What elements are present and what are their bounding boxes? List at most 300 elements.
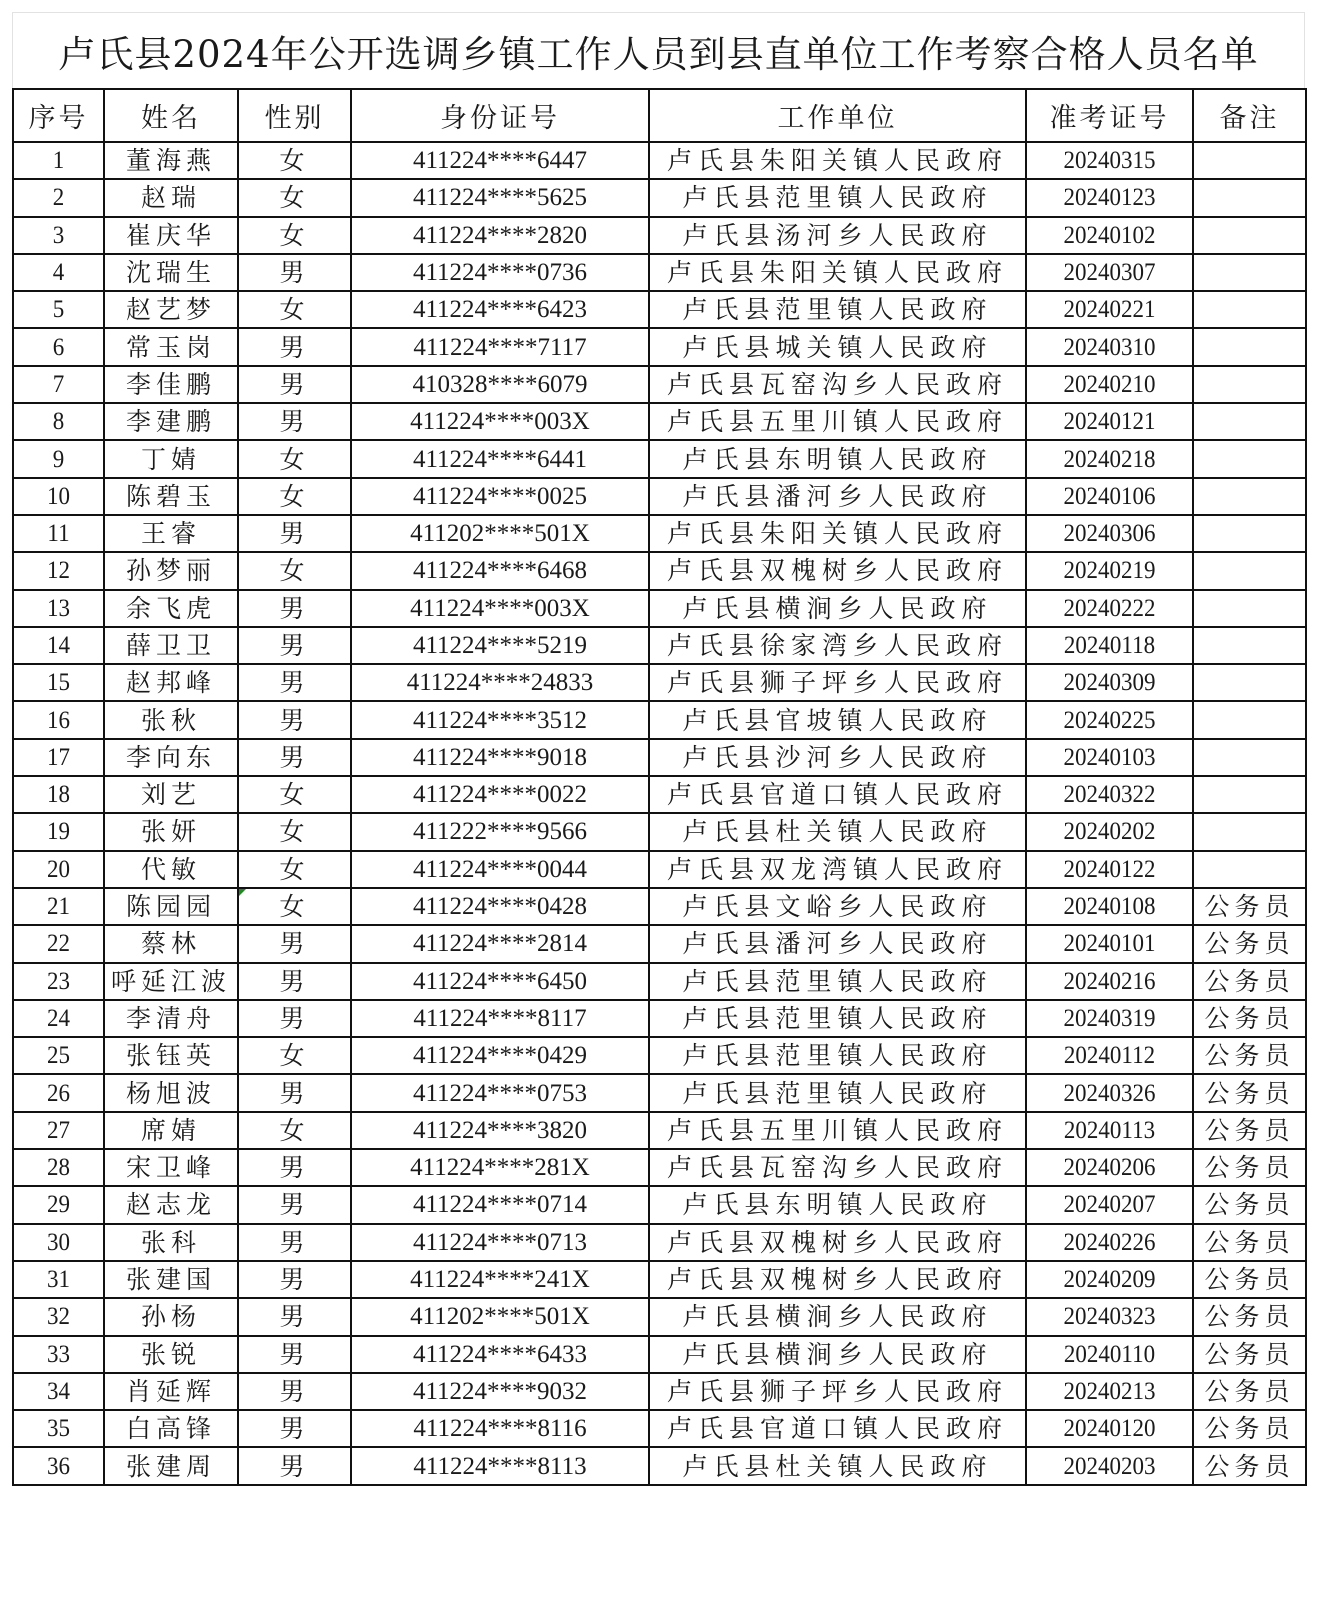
sex-cell: 男 bbox=[238, 515, 351, 552]
work-unit-cell: 卢氏县潘河乡人民政府 bbox=[649, 478, 1026, 515]
table-row bbox=[13, 1149, 1306, 1186]
serial-no-cell: 30 bbox=[17, 1224, 101, 1261]
table-row bbox=[13, 664, 1306, 701]
table-row bbox=[13, 701, 1306, 738]
table-row bbox=[13, 1410, 1306, 1447]
work-unit-cell: 卢氏县沙河乡人民政府 bbox=[649, 739, 1026, 776]
remarks-cell bbox=[1193, 813, 1306, 850]
remarks-cell: 公务员 bbox=[1193, 1373, 1306, 1410]
table-row bbox=[13, 179, 1306, 216]
id-number-cell: 411224****2820 bbox=[351, 217, 649, 254]
exam-number-cell: 20240206 bbox=[1033, 1149, 1187, 1186]
id-number-cell: 411222****9566 bbox=[351, 813, 649, 850]
remarks-cell: 公务员 bbox=[1193, 1074, 1306, 1111]
id-number-cell: 411224****7117 bbox=[351, 328, 649, 365]
id-number-cell: 411202****501X bbox=[351, 1298, 649, 1335]
table-row bbox=[13, 552, 1306, 589]
name-cell: 沈瑞生 bbox=[104, 254, 238, 291]
header-row bbox=[13, 89, 1306, 142]
serial-no-cell: 21 bbox=[17, 888, 101, 925]
roster-body bbox=[13, 142, 1306, 1485]
serial-no-cell: 17 bbox=[17, 739, 101, 776]
work-unit-cell: 卢氏县横涧乡人民政府 bbox=[649, 1298, 1026, 1335]
name-cell: 蔡林 bbox=[104, 925, 238, 962]
serial-no-cell: 32 bbox=[17, 1298, 101, 1335]
serial-no-cell: 18 bbox=[17, 776, 101, 813]
table-row bbox=[13, 1261, 1306, 1298]
remarks-cell bbox=[1193, 217, 1306, 254]
work-unit-cell: 卢氏县范里镇人民政府 bbox=[649, 1037, 1026, 1074]
id-number-cell: 411224****0044 bbox=[351, 851, 649, 888]
work-unit-cell: 卢氏县狮子坪乡人民政府 bbox=[649, 664, 1026, 701]
sex-cell: 女 bbox=[238, 440, 351, 477]
name-cell: 宋卫峰 bbox=[104, 1149, 238, 1186]
remarks-cell: 公务员 bbox=[1193, 1261, 1306, 1298]
remarks-cell bbox=[1193, 701, 1306, 738]
id-number-cell: 411224****9032 bbox=[351, 1373, 649, 1410]
exam-number-cell: 20240218 bbox=[1033, 440, 1187, 477]
table-row bbox=[13, 888, 1306, 925]
work-unit-cell: 卢氏县双槐树乡人民政府 bbox=[649, 1261, 1026, 1298]
work-unit-cell: 卢氏县朱阳关镇人民政府 bbox=[649, 515, 1026, 552]
table-row bbox=[13, 1298, 1306, 1335]
work-unit-cell: 卢氏县范里镇人民政府 bbox=[649, 179, 1026, 216]
roster-table bbox=[12, 88, 1307, 1486]
name-cell: 赵瑞 bbox=[104, 179, 238, 216]
table-row bbox=[13, 515, 1306, 552]
exam-number-cell: 20240123 bbox=[1033, 179, 1187, 216]
remarks-cell bbox=[1193, 179, 1306, 216]
table-row bbox=[13, 217, 1306, 254]
name-cell: 孙梦丽 bbox=[104, 552, 238, 589]
table-row bbox=[13, 813, 1306, 850]
id-number-cell: 411202****501X bbox=[351, 515, 649, 552]
sex-cell: 女 bbox=[238, 851, 351, 888]
remarks-cell: 公务员 bbox=[1193, 1149, 1306, 1186]
remarks-cell: 公务员 bbox=[1193, 888, 1306, 925]
serial-no-cell: 27 bbox=[17, 1112, 101, 1149]
exam-number-cell: 20240309 bbox=[1033, 664, 1187, 701]
sex-cell: 男 bbox=[238, 925, 351, 962]
remarks-cell bbox=[1193, 664, 1306, 701]
serial-no-cell: 9 bbox=[17, 440, 101, 477]
name-cell: 丁婧 bbox=[104, 440, 238, 477]
exam-number-cell: 20240118 bbox=[1033, 627, 1187, 664]
table-row bbox=[13, 440, 1306, 477]
exam-number-cell: 20240326 bbox=[1033, 1074, 1187, 1111]
exam-number-cell: 20240122 bbox=[1033, 851, 1187, 888]
serial-no-cell: 31 bbox=[17, 1261, 101, 1298]
id-number-cell: 411224****2814 bbox=[351, 925, 649, 962]
sex-cell: 女 bbox=[238, 142, 351, 179]
work-unit-cell: 卢氏县朱阳关镇人民政府 bbox=[649, 142, 1026, 179]
sex-cell: 男 bbox=[238, 1298, 351, 1335]
exam-number-cell: 20240112 bbox=[1033, 1037, 1187, 1074]
name-cell: 余飞虎 bbox=[104, 590, 238, 627]
name-cell: 张妍 bbox=[104, 813, 238, 850]
sex-cell: 男 bbox=[238, 366, 351, 403]
serial-no-cell: 16 bbox=[17, 701, 101, 738]
table-row bbox=[13, 925, 1306, 962]
header-serial-no: 序号 bbox=[13, 89, 104, 142]
sex-cell: 男 bbox=[238, 963, 351, 1000]
name-cell: 肖延辉 bbox=[104, 1373, 238, 1410]
remarks-cell bbox=[1193, 552, 1306, 589]
serial-no-cell: 8 bbox=[17, 403, 101, 440]
remarks-cell: 公务员 bbox=[1193, 1298, 1306, 1335]
id-number-cell: 411224****8113 bbox=[351, 1447, 649, 1484]
name-cell: 李佳鹏 bbox=[104, 366, 238, 403]
name-cell: 李建鹏 bbox=[104, 403, 238, 440]
serial-no-cell: 20 bbox=[17, 851, 101, 888]
exam-number-cell: 20240202 bbox=[1033, 813, 1187, 850]
id-number-cell: 411224****8117 bbox=[351, 1000, 649, 1037]
sex-cell: 男 bbox=[238, 1447, 351, 1484]
exam-number-cell: 20240222 bbox=[1033, 590, 1187, 627]
work-unit-cell: 卢氏县横涧乡人民政府 bbox=[649, 590, 1026, 627]
remarks-cell bbox=[1193, 291, 1306, 328]
remarks-cell: 公务员 bbox=[1193, 1186, 1306, 1223]
sex-cell: 女 bbox=[238, 1037, 351, 1074]
name-cell: 赵艺梦 bbox=[104, 291, 238, 328]
remarks-cell: 公务员 bbox=[1193, 963, 1306, 1000]
work-unit-cell: 卢氏县狮子坪乡人民政府 bbox=[649, 1373, 1026, 1410]
header-remarks: 备注 bbox=[1193, 89, 1306, 142]
remarks-cell bbox=[1193, 328, 1306, 365]
exam-number-cell: 20240219 bbox=[1033, 552, 1187, 589]
name-cell: 陈园园 bbox=[104, 888, 238, 925]
remarks-cell bbox=[1193, 478, 1306, 515]
id-number-cell: 411224****3820 bbox=[351, 1112, 649, 1149]
sex-cell: 男 bbox=[238, 590, 351, 627]
serial-no-cell: 4 bbox=[17, 254, 101, 291]
name-cell: 呼延江波 bbox=[104, 963, 238, 1000]
sex-cell: 男 bbox=[238, 701, 351, 738]
remarks-cell bbox=[1193, 403, 1306, 440]
serial-no-cell: 1 bbox=[17, 142, 101, 179]
remarks-cell bbox=[1193, 590, 1306, 627]
work-unit-cell: 卢氏县双槐树乡人民政府 bbox=[649, 1224, 1026, 1261]
table-row bbox=[13, 1074, 1306, 1111]
sex-cell: 男 bbox=[238, 1186, 351, 1223]
name-cell: 张建国 bbox=[104, 1261, 238, 1298]
exam-number-cell: 20240207 bbox=[1033, 1186, 1187, 1223]
sex-cell: 男 bbox=[238, 1336, 351, 1373]
sex-cell: 男 bbox=[238, 627, 351, 664]
id-number-cell: 411224****281X bbox=[351, 1149, 649, 1186]
sex-cell: 女 bbox=[238, 888, 351, 925]
table-row bbox=[13, 1112, 1306, 1149]
remarks-cell bbox=[1193, 440, 1306, 477]
serial-no-cell: 34 bbox=[17, 1373, 101, 1410]
id-number-cell: 411224****0713 bbox=[351, 1224, 649, 1261]
sex-cell: 女 bbox=[238, 179, 351, 216]
table-row bbox=[13, 1000, 1306, 1037]
remarks-cell bbox=[1193, 515, 1306, 552]
work-unit-cell: 卢氏县范里镇人民政府 bbox=[649, 963, 1026, 1000]
id-number-cell: 411224****8116 bbox=[351, 1410, 649, 1447]
exam-number-cell: 20240113 bbox=[1033, 1112, 1187, 1149]
id-number-cell: 411224****241X bbox=[351, 1261, 649, 1298]
work-unit-cell: 卢氏县范里镇人民政府 bbox=[649, 1074, 1026, 1111]
work-unit-cell: 卢氏县徐家湾乡人民政府 bbox=[649, 627, 1026, 664]
id-number-cell: 411224****6450 bbox=[351, 963, 649, 1000]
name-cell: 李清舟 bbox=[104, 1000, 238, 1037]
table-row bbox=[13, 291, 1306, 328]
header-exam-number: 准考证号 bbox=[1026, 89, 1193, 142]
name-cell: 张锐 bbox=[104, 1336, 238, 1373]
id-number-cell: 411224****6468 bbox=[351, 552, 649, 589]
serial-no-cell: 6 bbox=[17, 328, 101, 365]
remarks-cell bbox=[1193, 739, 1306, 776]
work-unit-cell: 卢氏县城关镇人民政府 bbox=[649, 328, 1026, 365]
work-unit-cell: 卢氏县五里川镇人民政府 bbox=[649, 403, 1026, 440]
sex-cell: 男 bbox=[238, 739, 351, 776]
sex-cell: 女 bbox=[238, 1112, 351, 1149]
header-name: 姓名 bbox=[104, 89, 238, 142]
work-unit-cell: 卢氏县范里镇人民政府 bbox=[649, 1000, 1026, 1037]
exam-number-cell: 20240110 bbox=[1033, 1336, 1187, 1373]
name-cell: 席婧 bbox=[104, 1112, 238, 1149]
name-cell: 崔庆华 bbox=[104, 217, 238, 254]
id-number-cell: 411224****5219 bbox=[351, 627, 649, 664]
name-cell: 赵邦峰 bbox=[104, 664, 238, 701]
remarks-cell: 公务员 bbox=[1193, 1336, 1306, 1373]
table-row bbox=[13, 590, 1306, 627]
id-number-cell: 411224****0753 bbox=[351, 1074, 649, 1111]
work-unit-cell: 卢氏县双槐树乡人民政府 bbox=[649, 552, 1026, 589]
serial-no-cell: 24 bbox=[17, 1000, 101, 1037]
remarks-cell bbox=[1193, 776, 1306, 813]
id-number-cell: 411224****003X bbox=[351, 403, 649, 440]
exam-number-cell: 20240323 bbox=[1033, 1298, 1187, 1335]
id-number-cell: 411224****0714 bbox=[351, 1186, 649, 1223]
id-number-cell: 411224****5625 bbox=[351, 179, 649, 216]
document-sheet bbox=[12, 12, 1305, 1486]
id-number-cell: 411224****0428 bbox=[351, 888, 649, 925]
serial-no-cell: 2 bbox=[17, 179, 101, 216]
name-cell: 王睿 bbox=[104, 515, 238, 552]
sex-cell: 男 bbox=[238, 1000, 351, 1037]
id-number-cell: 411224****6423 bbox=[351, 291, 649, 328]
id-number-cell: 411224****6433 bbox=[351, 1336, 649, 1373]
exam-number-cell: 20240310 bbox=[1033, 328, 1187, 365]
exam-number-cell: 20240319 bbox=[1033, 1000, 1187, 1037]
id-number-cell: 411224****6441 bbox=[351, 440, 649, 477]
work-unit-cell: 卢氏县横涧乡人民政府 bbox=[649, 1336, 1026, 1373]
table-row bbox=[13, 1224, 1306, 1261]
work-unit-cell: 卢氏县官坡镇人民政府 bbox=[649, 701, 1026, 738]
exam-number-cell: 20240121 bbox=[1033, 403, 1187, 440]
remarks-cell: 公务员 bbox=[1193, 1224, 1306, 1261]
name-cell: 孙杨 bbox=[104, 1298, 238, 1335]
table-row bbox=[13, 1447, 1306, 1484]
title-band bbox=[12, 12, 1305, 88]
name-cell: 杨旭波 bbox=[104, 1074, 238, 1111]
name-cell: 董海燕 bbox=[104, 142, 238, 179]
name-cell: 薛卫卫 bbox=[104, 627, 238, 664]
serial-no-cell: 12 bbox=[17, 552, 101, 589]
serial-no-cell: 13 bbox=[17, 590, 101, 627]
work-unit-cell: 卢氏县潘河乡人民政府 bbox=[649, 925, 1026, 962]
serial-no-cell: 36 bbox=[17, 1447, 101, 1484]
exam-number-cell: 20240306 bbox=[1033, 515, 1187, 552]
table-row bbox=[13, 403, 1306, 440]
serial-no-cell: 23 bbox=[17, 963, 101, 1000]
header-work-unit: 工作单位 bbox=[649, 89, 1026, 142]
sex-cell: 女 bbox=[238, 776, 351, 813]
serial-no-cell: 10 bbox=[17, 478, 101, 515]
table-row bbox=[13, 1037, 1306, 1074]
work-unit-cell: 卢氏县朱阳关镇人民政府 bbox=[649, 254, 1026, 291]
name-cell: 张秋 bbox=[104, 701, 238, 738]
name-cell: 张科 bbox=[104, 1224, 238, 1261]
exam-number-cell: 20240221 bbox=[1033, 291, 1187, 328]
work-unit-cell: 卢氏县汤河乡人民政府 bbox=[649, 217, 1026, 254]
exam-number-cell: 20240101 bbox=[1033, 925, 1187, 962]
work-unit-cell: 卢氏县东明镇人民政府 bbox=[649, 440, 1026, 477]
remarks-cell bbox=[1193, 851, 1306, 888]
exam-number-cell: 20240213 bbox=[1033, 1373, 1187, 1410]
name-cell: 李向东 bbox=[104, 739, 238, 776]
exam-number-cell: 20240203 bbox=[1033, 1447, 1187, 1484]
id-number-cell: 411224****0429 bbox=[351, 1037, 649, 1074]
name-cell: 常玉岗 bbox=[104, 328, 238, 365]
exam-number-cell: 20240210 bbox=[1033, 366, 1187, 403]
sex-cell: 女 bbox=[238, 813, 351, 850]
sex-cell: 男 bbox=[238, 1410, 351, 1447]
serial-no-cell: 29 bbox=[17, 1186, 101, 1223]
exam-number-cell: 20240322 bbox=[1033, 776, 1187, 813]
work-unit-cell: 卢氏县杜关镇人民政府 bbox=[649, 813, 1026, 850]
remarks-cell bbox=[1193, 142, 1306, 179]
sex-cell: 女 bbox=[238, 478, 351, 515]
serial-no-cell: 15 bbox=[17, 664, 101, 701]
name-cell: 赵志龙 bbox=[104, 1186, 238, 1223]
table-row bbox=[13, 1336, 1306, 1373]
exam-number-cell: 20240103 bbox=[1033, 739, 1187, 776]
exam-number-cell: 20240307 bbox=[1033, 254, 1187, 291]
sex-cell: 男 bbox=[238, 254, 351, 291]
serial-no-cell: 33 bbox=[17, 1336, 101, 1373]
id-number-cell: 411224****0025 bbox=[351, 478, 649, 515]
id-number-cell: 411224****3512 bbox=[351, 701, 649, 738]
serial-no-cell: 25 bbox=[17, 1037, 101, 1074]
table-row bbox=[13, 328, 1306, 365]
serial-no-cell: 19 bbox=[17, 813, 101, 850]
work-unit-cell: 卢氏县官道口镇人民政府 bbox=[649, 1410, 1026, 1447]
table-row bbox=[13, 254, 1306, 291]
name-cell: 刘艺 bbox=[104, 776, 238, 813]
table-row bbox=[13, 478, 1306, 515]
serial-no-cell: 26 bbox=[17, 1074, 101, 1111]
id-number-cell: 411224****6447 bbox=[351, 142, 649, 179]
sex-cell: 男 bbox=[238, 1373, 351, 1410]
exam-number-cell: 20240226 bbox=[1033, 1224, 1187, 1261]
exam-number-cell: 20240225 bbox=[1033, 701, 1187, 738]
name-cell: 张建周 bbox=[104, 1447, 238, 1484]
table-row bbox=[13, 851, 1306, 888]
work-unit-cell: 卢氏县瓦窑沟乡人民政府 bbox=[649, 1149, 1026, 1186]
sex-cell: 女 bbox=[238, 291, 351, 328]
id-number-cell: 411224****003X bbox=[351, 590, 649, 627]
work-unit-cell: 卢氏县范里镇人民政府 bbox=[649, 291, 1026, 328]
sex-cell: 女 bbox=[238, 552, 351, 589]
remarks-cell: 公务员 bbox=[1193, 1112, 1306, 1149]
remarks-cell bbox=[1193, 254, 1306, 291]
table-row bbox=[13, 627, 1306, 664]
work-unit-cell: 卢氏县东明镇人民政府 bbox=[649, 1186, 1026, 1223]
work-unit-cell: 卢氏县文峪乡人民政府 bbox=[649, 888, 1026, 925]
sex-cell: 男 bbox=[238, 403, 351, 440]
id-number-cell: 411224****0022 bbox=[351, 776, 649, 813]
serial-no-cell: 28 bbox=[17, 1149, 101, 1186]
table-row bbox=[13, 142, 1306, 179]
name-cell: 白高锋 bbox=[104, 1410, 238, 1447]
table-row bbox=[13, 963, 1306, 1000]
id-number-cell: 411224****24833 bbox=[351, 664, 649, 701]
table-row bbox=[13, 1186, 1306, 1223]
remarks-cell: 公务员 bbox=[1193, 1410, 1306, 1447]
exam-number-cell: 20240102 bbox=[1033, 217, 1187, 254]
serial-no-cell: 35 bbox=[17, 1410, 101, 1447]
remarks-cell: 公务员 bbox=[1193, 1447, 1306, 1484]
serial-no-cell: 5 bbox=[17, 291, 101, 328]
id-number-cell: 410328****6079 bbox=[351, 366, 649, 403]
table-row bbox=[13, 1373, 1306, 1410]
name-cell: 代敏 bbox=[104, 851, 238, 888]
table-row bbox=[13, 776, 1306, 813]
remarks-cell bbox=[1193, 627, 1306, 664]
exam-number-cell: 20240209 bbox=[1033, 1261, 1187, 1298]
table-row bbox=[13, 366, 1306, 403]
sex-cell: 男 bbox=[238, 664, 351, 701]
id-number-cell: 411224****0736 bbox=[351, 254, 649, 291]
sex-cell: 男 bbox=[238, 1224, 351, 1261]
work-unit-cell: 卢氏县官道口镇人民政府 bbox=[649, 776, 1026, 813]
sex-cell: 男 bbox=[238, 328, 351, 365]
sex-cell: 男 bbox=[238, 1149, 351, 1186]
header-sex: 性别 bbox=[238, 89, 351, 142]
name-cell: 张钰英 bbox=[104, 1037, 238, 1074]
work-unit-cell: 卢氏县瓦窑沟乡人民政府 bbox=[649, 366, 1026, 403]
page-title: 卢氏县2024年公开选调乡镇工作人员到县直单位工作考察合格人员名单 bbox=[58, 32, 1259, 76]
serial-no-cell: 11 bbox=[17, 515, 101, 552]
remarks-cell bbox=[1193, 366, 1306, 403]
exam-number-cell: 20240216 bbox=[1033, 963, 1187, 1000]
exam-number-cell: 20240120 bbox=[1033, 1410, 1187, 1447]
serial-no-cell: 22 bbox=[17, 925, 101, 962]
table-row bbox=[13, 739, 1306, 776]
serial-no-cell: 3 bbox=[17, 217, 101, 254]
id-number-cell: 411224****9018 bbox=[351, 739, 649, 776]
serial-no-cell: 14 bbox=[17, 627, 101, 664]
work-unit-cell: 卢氏县双龙湾镇人民政府 bbox=[649, 851, 1026, 888]
exam-number-cell: 20240315 bbox=[1033, 142, 1187, 179]
exam-number-cell: 20240108 bbox=[1033, 888, 1187, 925]
remarks-cell: 公务员 bbox=[1193, 925, 1306, 962]
remarks-cell: 公务员 bbox=[1193, 1000, 1306, 1037]
sex-cell: 女 bbox=[238, 217, 351, 254]
header-id-number: 身份证号 bbox=[351, 89, 649, 142]
exam-number-cell: 20240106 bbox=[1033, 478, 1187, 515]
sex-cell: 男 bbox=[238, 1261, 351, 1298]
work-unit-cell: 卢氏县杜关镇人民政府 bbox=[649, 1447, 1026, 1484]
sex-cell: 男 bbox=[238, 1074, 351, 1111]
serial-no-cell: 7 bbox=[17, 366, 101, 403]
name-cell: 陈碧玉 bbox=[104, 478, 238, 515]
work-unit-cell: 卢氏县五里川镇人民政府 bbox=[649, 1112, 1026, 1149]
